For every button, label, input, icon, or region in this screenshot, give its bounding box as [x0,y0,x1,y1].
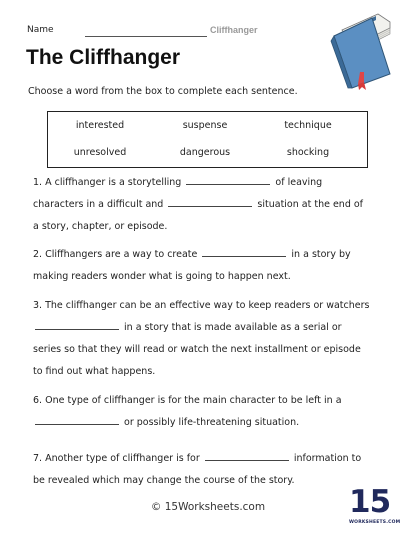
answer-blank[interactable] [168,196,252,207]
answer-blank[interactable] [35,414,119,425]
question-text: situation at the end of a story, chapter, or episode. [33,199,364,232]
word-bank-item: dangerous [179,147,231,158]
question-number: 7. [33,453,43,464]
question-text: or possibly life-threatening situation. [124,417,300,428]
word-bank-item: interested [75,120,125,131]
question-text: The cliffhanger can be an effective way to keep readers or watchers [45,300,370,311]
book-icon [328,8,398,90]
question-text: Cliffhangers are a way to create [45,249,198,260]
logo-number: 15 [349,484,391,520]
answer-blank[interactable] [35,319,119,330]
site-logo [349,484,401,530]
question-text: A cliffhanger is a storytelling [45,177,182,188]
word-box [47,111,368,168]
question-number: 3. [33,300,43,311]
question-number: 2. [33,249,43,260]
name-field[interactable] [85,36,207,37]
footer-site-link[interactable]: 15Worksheets.com [164,501,266,513]
logo-brand: WORKSHEETS.COM [349,520,401,525]
answer-blank[interactable] [186,174,270,185]
question-6 [33,390,371,434]
name-label: Name [27,25,54,35]
page-title: The Cliffhanger [26,46,181,69]
question-text: One type of cliffhanger is for the main character to be left in a [45,395,342,406]
answer-blank[interactable] [205,450,289,461]
question-1 [33,172,371,238]
word-bank-item: shocking [286,147,330,158]
question-3 [33,295,371,383]
question-number: 1. [33,177,43,188]
worksheet-tag: Cliffhanger [210,25,258,35]
question-text: in a story by making readers wonder what is going to happen next. [33,249,351,282]
word-bank-item: suspense [182,120,228,131]
question-7 [33,448,371,492]
question-text: of leaving characters in a difficult and [33,177,323,210]
copyright-icon: © [150,501,162,513]
question-text: information to be revealed which may change the course of the story. [33,453,362,486]
instructions: Choose a word from the box to complete each sentence. [28,86,298,97]
question-number: 6. [33,395,43,406]
question-text: in a story that is made available as a serial or series so that they will read or watch the next installment or episode to find out what happens. [33,322,361,377]
question-2 [33,244,371,288]
question-text: Another type of cliffhanger is for [45,453,200,464]
word-bank-item: technique [284,120,332,131]
word-bank-item: unresolved [73,147,127,158]
answer-blank[interactable] [202,246,286,257]
